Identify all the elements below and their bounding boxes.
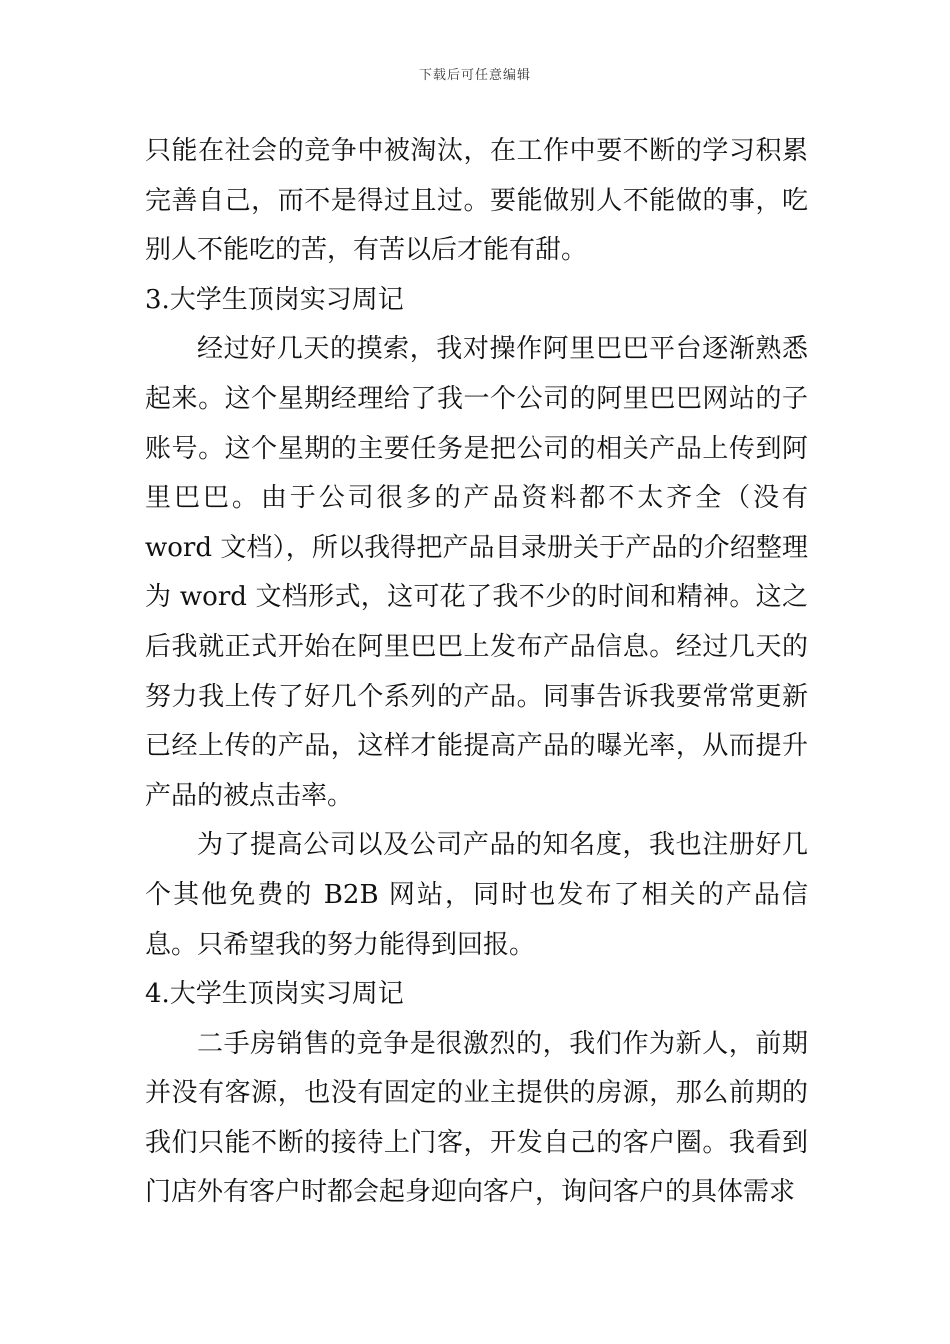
paragraph-continuation: 只能在社会的竞争中被淘汰，在工作中要不断的学习积累完善自己，而不是得过且过。要能做别人不能做的事，吃别人不能吃的苦，有苦以后才能有甜。 [145, 136, 808, 266]
paragraph-second-hand-housing: 二手房销售的竞争是很激烈的，我们作为新人，前期并没有客源，也没有固定的业主提供的房源，那么前期的我们只能不断的接待上门客，开发自己的客户圈。我看到门店外有客户时都会起身迎向客户，询问客户的具体需求 [145, 1028, 808, 1208]
paragraph-alibaba-upload: 经过好几天的摸索，我对操作阿里巴巴平台逐渐熟悉起来。这个星期经理给了我一个公司的阿里巴巴网站的子账号。这个星期的主要任务是把公司的相关产品上传到阿里巴巴。由于公司很多的产品资料都不太齐全（没有 word 文档），所以我得把产品目录册关于产品的介绍整理为 word 文档形式，这可花了我不少的时间和精神。这之后我就正式开始在阿里巴巴上发布产品信息。经过几天的努力我上传了好几个系列的产品。同事告诉我要常常更新已经上传的产品，这样才能提高产品的曝光率，从而提升产品的被点击率。 [145, 334, 808, 811]
section-heading-4: 4.大学生顶岗实习周记 [145, 979, 404, 1010]
section-heading-3: 3.大学生顶岗实习周记 [145, 284, 404, 315]
page-header: 下载后可任意编辑 [418, 68, 531, 83]
document-body [145, 127, 808, 1218]
paragraph-b2b-sites: 为了提高公司以及公司产品的知名度，我也注册好几个其他免费的 B2B 网站，同时也发布了相关的产品信息。只希望我的努力能得到回报。 [145, 830, 808, 960]
